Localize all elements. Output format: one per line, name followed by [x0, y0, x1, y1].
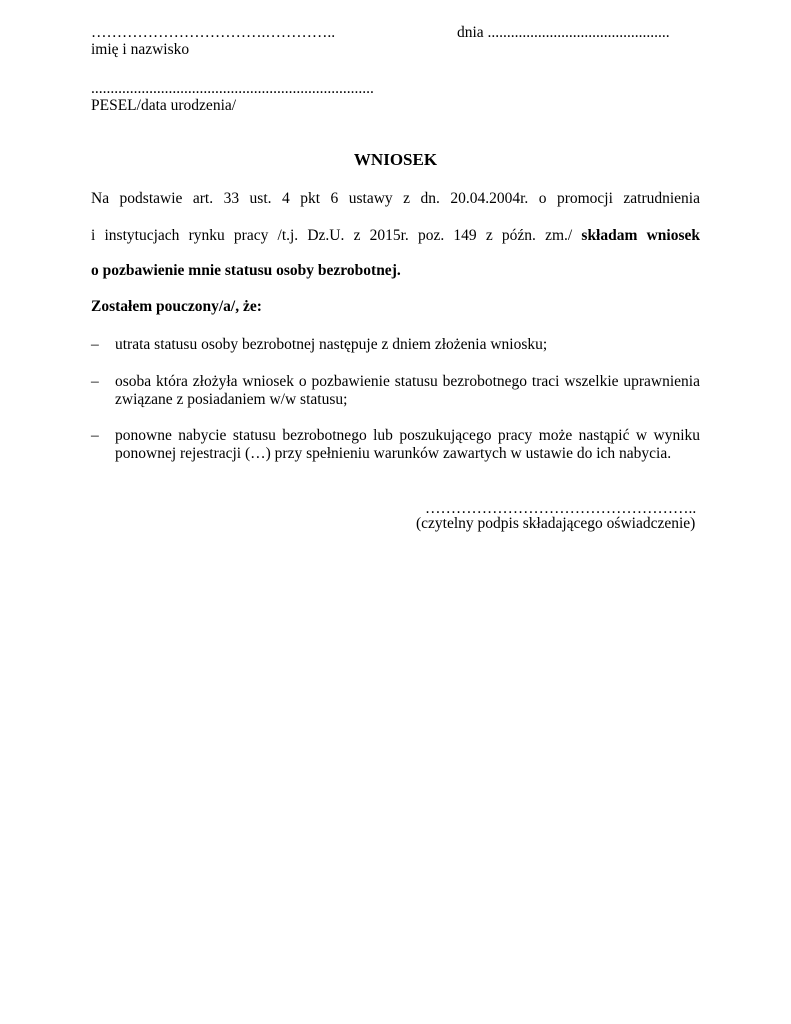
dash-bullet: – — [91, 427, 99, 444]
signature-label: (czytelny podpis składającego oświadczenie) — [416, 515, 696, 532]
list-item-text: utrata statusu osoby bezrobotnej następuje z dniem złożenia wniosku; — [115, 336, 548, 353]
list-item-text: osoba która złożyła wniosek o pozbawienie statusu bezrobotnego traci wszelkie uprawnienia związane z posiadaniem w/w statusu; — [115, 373, 700, 408]
body-line-2-bold: składam wniosek — [581, 227, 700, 244]
document-title: WNIOSEK — [353, 150, 438, 169]
pesel-placeholder-dots: ......................................................................... — [91, 80, 374, 97]
list-item — [91, 373, 700, 409]
body-line-3: o pozbawienie mnie statusu osoby bezrobotnej. — [91, 262, 401, 279]
date-field: dnia ............................................... — [457, 24, 670, 41]
signature-placeholder-dots: …………………………………………….. — [425, 500, 697, 517]
instruction-heading: Zostałem pouczony/a/, że: — [91, 298, 262, 315]
body-line-2-text: i instytucjach rynku pracy /t.j. Dz.U. z 2015r. poz. 149 z późn. zm./ — [91, 227, 582, 244]
pesel-label: PESEL/data urodzenia/ — [91, 97, 237, 114]
body-line-2 — [91, 227, 700, 245]
name-placeholder-dots: …………………………….………….. — [91, 24, 336, 41]
dash-bullet: – — [91, 336, 99, 353]
list-item-text: ponowne nabycie statusu bezrobotnego lub poszukującego pracy może nastąpić w wyniku ponownej rejestracji (…) przy spełnieniu warunków zawartych w ustawie do ich nabycia. — [115, 427, 700, 462]
list-item — [91, 427, 700, 463]
dash-bullet: – — [91, 373, 99, 390]
list-item — [91, 336, 700, 354]
name-label: imię i nazwisko — [91, 41, 190, 58]
body-line-1: Na podstawie art. 33 ust. 4 pkt 6 ustawy z dn. 20.04.2004r. o promocji zatrudnienia — [91, 190, 700, 207]
